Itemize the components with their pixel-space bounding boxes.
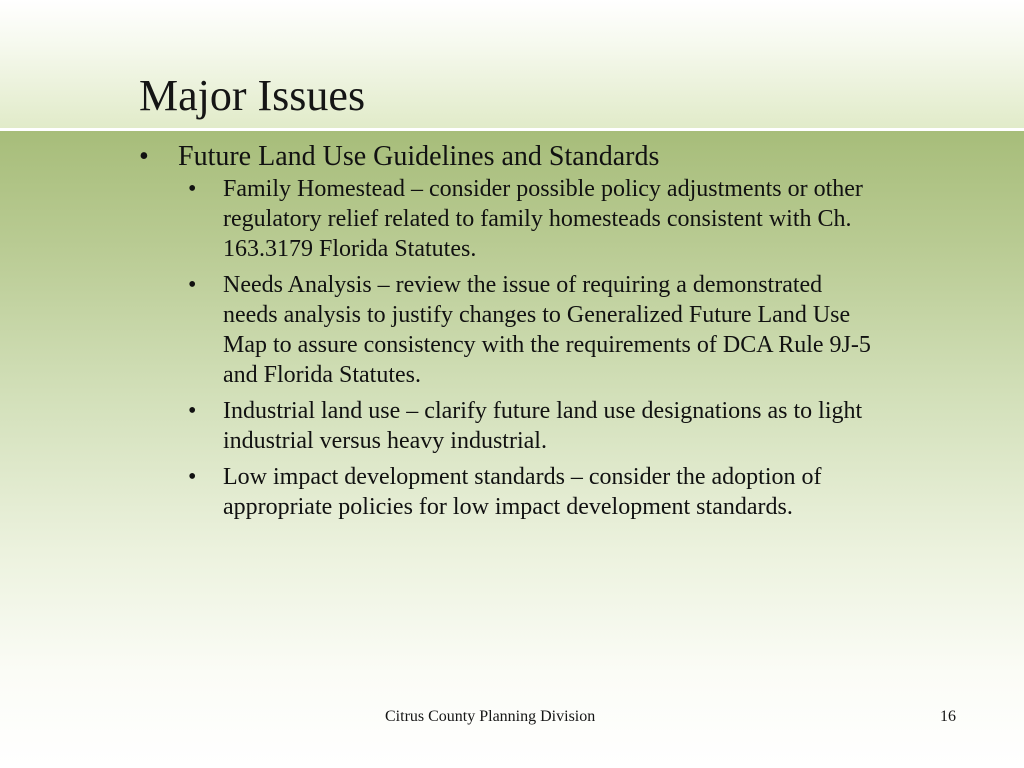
sub-bullet-list bbox=[139, 174, 879, 522]
sub-bullet-family-homestead bbox=[139, 174, 879, 264]
sub-bullet-text: Family Homestead – consider possible policy adjustments or other regulatory relief related to family homesteads consistent with Ch. 163.3179 Florida Statutes. bbox=[223, 176, 863, 262]
bullet-icon: • bbox=[188, 464, 197, 490]
bullet-icon: • bbox=[188, 272, 197, 298]
sub-bullet-text: Needs Analysis – review the issue of requiring a demonstrated needs analysis to justify changes to Generalized Future Land Use Map to assure consistency with the requirements of DCA Rule 9J-5 and Florida Statutes. bbox=[223, 272, 871, 388]
slide-title: Major Issues bbox=[139, 71, 366, 120]
bullet-icon: • bbox=[188, 398, 197, 424]
bullet-icon: • bbox=[139, 141, 149, 172]
footer-text: Citrus County Planning Division bbox=[385, 708, 596, 725]
sub-bullet-industrial-land-use bbox=[139, 396, 879, 456]
slide-content bbox=[139, 142, 879, 528]
sub-bullet-text: Low impact development standards – consider the adoption of appropriate policies for low impact development standards. bbox=[223, 464, 822, 520]
sub-bullet-text: Industrial land use – clarify future land use designations as to light industrial versus heavy industrial. bbox=[223, 398, 863, 454]
sub-bullet-low-impact-development bbox=[139, 462, 879, 522]
bullet-icon: • bbox=[188, 176, 197, 202]
sub-bullet-needs-analysis bbox=[139, 270, 879, 390]
slide-number: 16 bbox=[940, 708, 956, 725]
main-bullet-text: Future Land Use Guidelines and Standards bbox=[178, 141, 660, 172]
main-bullet bbox=[139, 142, 879, 172]
